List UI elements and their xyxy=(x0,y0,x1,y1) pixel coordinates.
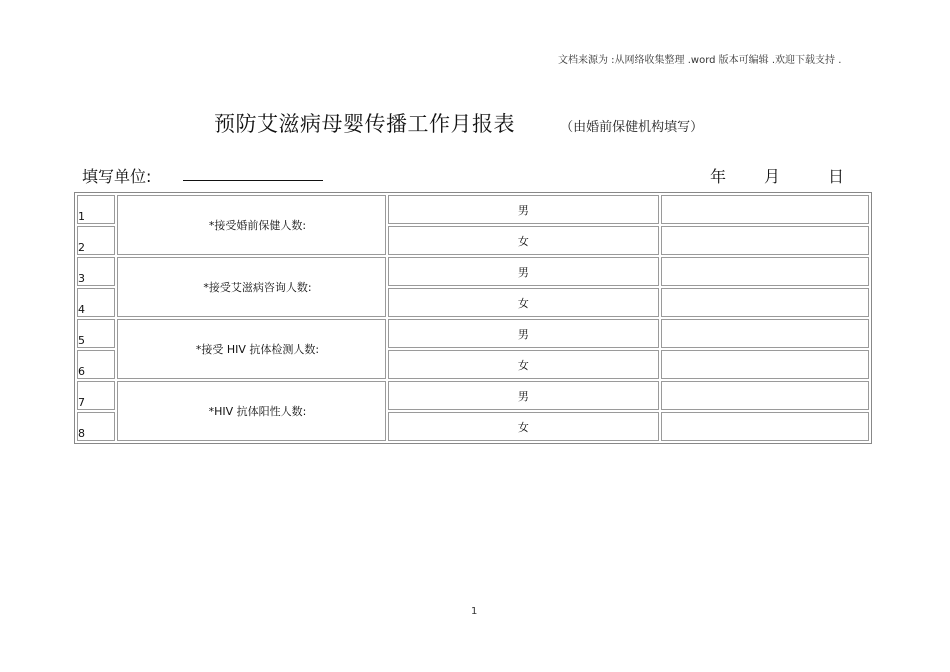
day-label: 日 xyxy=(828,167,845,186)
value-cell[interactable] xyxy=(661,257,869,286)
value-cell[interactable] xyxy=(661,226,869,255)
row-number: 3 xyxy=(77,257,115,286)
item-text: *接受婚前保健人数: xyxy=(208,219,307,232)
value-cell[interactable] xyxy=(661,195,869,224)
value-cell[interactable] xyxy=(661,350,869,379)
month-label: 月 xyxy=(764,167,781,186)
gender-label: 女 xyxy=(388,350,659,379)
value-cell[interactable] xyxy=(661,319,869,348)
table-row xyxy=(77,319,869,348)
table-row xyxy=(77,257,869,286)
document-title: 预防艾滋病母婴传播工作月报表 xyxy=(214,112,515,136)
table-row xyxy=(77,195,869,224)
gender-label: 男 xyxy=(388,257,659,286)
item-text: *接受 HIV 抗体检测人数: xyxy=(195,343,320,356)
row-number: 8 xyxy=(77,412,115,441)
gender-label: 女 xyxy=(388,288,659,317)
item-label xyxy=(117,319,385,379)
row-number: 2 xyxy=(77,226,115,255)
gender-label: 男 xyxy=(388,319,659,348)
unit-label: 填写单位: xyxy=(82,167,152,186)
title-row xyxy=(214,108,703,138)
source-note: 文档来源为 :从网络收集整理 .word 版本可编辑 .欢迎下载支持 . xyxy=(558,55,842,66)
unit-input-line[interactable] xyxy=(183,180,323,181)
row-number: 5 xyxy=(77,319,115,348)
item-label xyxy=(117,257,385,317)
row-number: 7 xyxy=(77,381,115,410)
gender-label: 女 xyxy=(388,412,659,441)
page-number: 1 xyxy=(471,606,478,617)
value-cell[interactable] xyxy=(661,412,869,441)
row-number: 4 xyxy=(77,288,115,317)
document-subtitle: （由婚前保健机构填写） xyxy=(560,120,704,135)
item-text: *HIV 抗体阳性人数: xyxy=(208,405,307,418)
year-label: 年 xyxy=(710,167,727,186)
row-number: 1 xyxy=(77,195,115,224)
value-cell[interactable] xyxy=(661,288,869,317)
gender-label: 男 xyxy=(388,381,659,410)
row-number: 6 xyxy=(77,350,115,379)
report-table xyxy=(74,192,872,444)
gender-label: 男 xyxy=(388,195,659,224)
gender-label: 女 xyxy=(388,226,659,255)
value-cell[interactable] xyxy=(661,381,869,410)
item-text: *接受艾滋病咨询人数: xyxy=(203,281,312,294)
item-label xyxy=(117,381,385,441)
table-row xyxy=(77,381,869,410)
item-label xyxy=(117,195,385,255)
